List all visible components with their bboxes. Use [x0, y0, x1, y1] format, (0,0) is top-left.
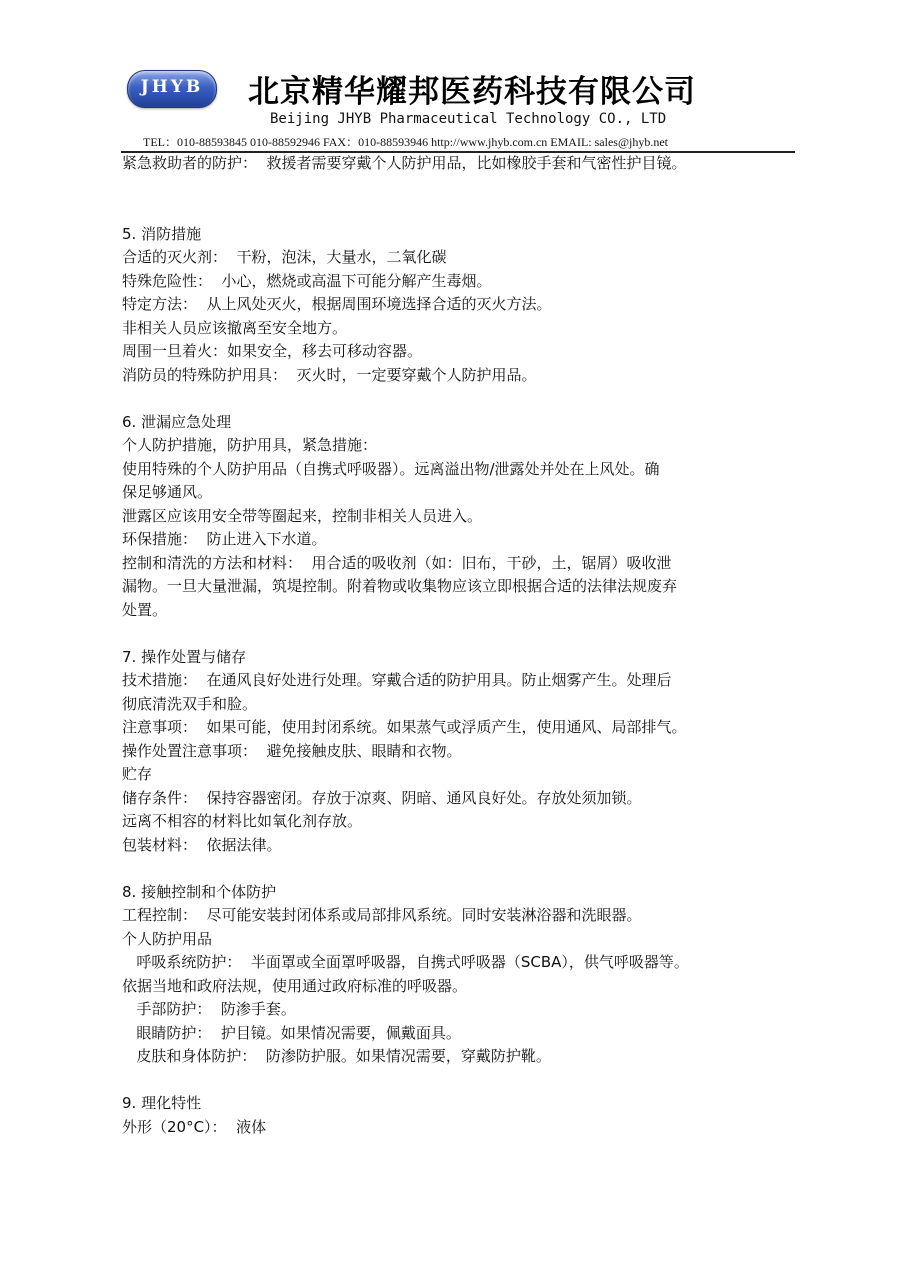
- section-title: 8. 接触控制和个体防护: [122, 882, 277, 901]
- body-line: 依据当地和政府法规，使用通过政府标准的呼吸器。: [122, 976, 468, 995]
- body-line: 储存条件： 保持容器密闭。存放于凉爽、阴暗、通风良好处。存放处须加锁。: [122, 788, 642, 807]
- body-line: 注意事项： 如果可能，使用封闭系统。如果蒸气或浮质产生，使用通风、局部排气。: [122, 718, 687, 736]
- body-line: 个人防护用品: [122, 929, 213, 948]
- body-line: 贮存: [122, 765, 153, 783]
- body-line: 消防员的特殊防护用具： 灭火时，一定要穿戴个人防护用品。: [122, 365, 537, 384]
- body-line: 环保措施： 防止进入下水道。: [122, 530, 327, 548]
- logo-text: JHYB: [140, 77, 204, 97]
- body-line: 泄露区应该用安全带等圈起来，控制非相关人员进入。: [122, 506, 483, 525]
- body-line: 工程控制： 尽可能安装封闭体系或局部排风系统。同时安装淋浴器和洗眼器。: [122, 906, 642, 924]
- section-handling-storage: [122, 646, 794, 858]
- company-logo: [127, 70, 217, 108]
- body-line: 保足够通风。: [122, 483, 213, 501]
- body-line: 非相关人员应该撤离至安全地方。: [122, 318, 348, 337]
- body-line: 呼吸系统防护： 半面罩或全面罩呼吸器，自携式呼吸器（SCBA），供气呼吸器等。: [122, 953, 689, 971]
- section-title: 5. 消防措施: [122, 224, 202, 243]
- document-header: [0, 0, 902, 152]
- body-line: 彻底清洗双手和脸。: [122, 694, 258, 713]
- document-body: [122, 152, 794, 1139]
- body-line: 处置。: [122, 600, 168, 619]
- section-title: 6. 泄漏应急处理: [122, 412, 232, 431]
- spacer: [122, 622, 794, 646]
- body-line: 包装材料： 依据法律。: [122, 835, 282, 854]
- body-line: 特殊危险性： 小心，燃烧或高温下可能分解产生毒烟。: [122, 271, 492, 290]
- spacer: [122, 176, 794, 223]
- spacer: [122, 1069, 794, 1093]
- contact-line: TEL：010-88593845 010-88592946 FAX：010-88593946 http://www.jhyb.com.cn EMAIL: sales@jhyb.net: [143, 135, 669, 149]
- body-line: 周围一旦着火：如果安全，移去可移动容器。: [122, 342, 423, 360]
- section-accidental-release: [122, 411, 794, 623]
- spacer: [122, 857, 794, 881]
- body-line: 使用特殊的个人防护用品（自携式呼吸器）。远离溢出物/泄露处并处在上风处。确: [122, 459, 660, 478]
- body-line: 个人防护措施，防护用具，紧急措施：: [122, 436, 378, 454]
- section-title: 9. 理化特性: [122, 1094, 202, 1112]
- intro-line: 紧急救助者的防护： 救援者需要穿戴个人防护用品，比如橡胶手套和气密性护目镜。: [122, 154, 687, 172]
- body-line: 操作处置注意事项： 避免接触皮肤、眼睛和衣物。: [122, 741, 462, 760]
- body-line: 外形（20°C）： 液体: [122, 1117, 267, 1136]
- body-line: 漏物。一旦大量泄漏，筑堤控制。附着物或收集物应该立即根据合适的法律法规废弃: [122, 577, 678, 595]
- body-line: 皮肤和身体防护： 防渗防护服。如果情况需要，穿戴防护靴。: [122, 1047, 551, 1065]
- company-name-cn: 北京精华耀邦医药科技有限公司: [248, 74, 696, 110]
- company-name-en: Beijing JHYB Pharmaceutical Technology CO., LTD: [270, 111, 667, 127]
- section-physical-chemical: [122, 1092, 794, 1139]
- section-exposure-controls: [122, 881, 794, 1069]
- body-line: 合适的灭火剂： 干粉，泡沫，大量水，二氧化碳: [122, 248, 447, 266]
- section-title: 7. 操作处置与储存: [122, 647, 247, 666]
- spacer: [122, 387, 794, 411]
- section-fire-fighting: [122, 223, 794, 388]
- body-line: 远离不相容的材料比如氧化剂存放。: [122, 812, 363, 830]
- body-line: 眼睛防护： 护目镜。如果情况需要，佩戴面具。: [122, 1023, 461, 1042]
- body-line: 控制和清洗的方法和材料： 用合适的吸收剂（如：旧布，干砂，土，锯屑）吸收泄: [122, 553, 672, 572]
- body-line: 特定方法： 从上风处灭火，根据周围环境选择合适的灭火方法。: [122, 295, 552, 313]
- body-line: 手部防护： 防渗手套。: [122, 1000, 296, 1018]
- body-line: 技术措施： 在通风良好处进行处理。穿戴合适的防护用具。防止烟雾产生。处理后: [122, 671, 672, 689]
